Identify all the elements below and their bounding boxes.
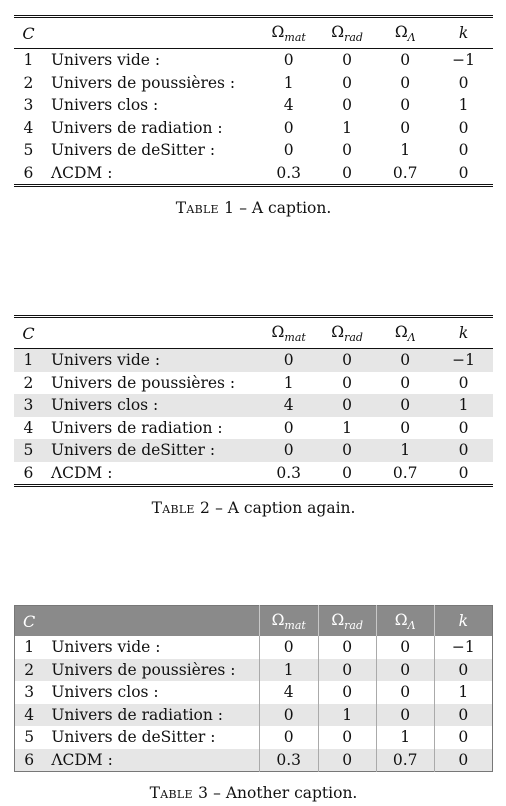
row-number: 4 — [23, 418, 34, 437]
row-universe-name: Univers clos : — [51, 683, 159, 702]
row-number: 6 — [15, 749, 44, 772]
row-number: 3 — [14, 394, 43, 417]
row-number: 5 — [23, 141, 34, 160]
results-table — [14, 605, 493, 772]
table-row — [14, 417, 493, 440]
row-universe-name: Univers de radiation : — [43, 704, 259, 727]
table-row — [15, 704, 493, 727]
omega-symbol: Ω — [331, 322, 345, 341]
row-omega-rad: 0 — [342, 141, 353, 160]
row-omega-mat: 0.3 — [259, 749, 318, 772]
row-omega-lambda: 0 — [400, 418, 411, 437]
row-k: 0 — [434, 704, 492, 727]
table-row — [14, 372, 493, 395]
row-omega-lambda: 0.7 — [376, 749, 434, 772]
row-omega-rad: 0 — [342, 463, 353, 482]
row-universe-name: Univers clos : — [50, 96, 159, 115]
row-universe-name: Univers de deSitter : — [51, 728, 216, 747]
row-omega-lambda: 1 — [376, 439, 434, 462]
row-k: 1 — [458, 96, 469, 115]
header-config-symbol — [14, 17, 43, 49]
omega-symbol: Ω — [394, 322, 408, 341]
header-empty-cell — [43, 317, 259, 349]
row-number: 5 — [14, 439, 43, 462]
row-omega-rad: 0 — [318, 659, 376, 682]
row-universe-name: Univers vide : — [51, 638, 161, 657]
row-k: 0 — [458, 73, 469, 92]
row-omega-lambda: 0.7 — [392, 163, 418, 182]
row-omega-rad: 1 — [342, 118, 353, 137]
row-omega-mat: 0.3 — [276, 163, 301, 182]
header-config-text: C — [22, 23, 35, 43]
row-k: 0 — [434, 726, 492, 749]
header-omega-lambda — [376, 317, 434, 349]
row-omega-rad: 0 — [318, 749, 376, 772]
row-omega-rad: 0 — [318, 726, 376, 749]
caption-label: Table 2 — [151, 499, 211, 517]
row-omega-mat: 0 — [259, 439, 317, 462]
row-omega-rad: 0 — [342, 96, 353, 115]
header-config-text: C — [22, 323, 35, 343]
header-k — [434, 317, 493, 349]
header-omega-lambda — [376, 17, 434, 49]
omega-symbol: Ω — [271, 610, 285, 629]
row-omega-mat: 1 — [283, 373, 294, 392]
table-row — [15, 681, 493, 704]
row-omega-lambda: 0 — [400, 373, 411, 392]
row-omega-mat: 4 — [259, 394, 317, 417]
row-universe-name: Univers clos : — [43, 394, 259, 417]
row-omega-rad: 0 — [318, 439, 376, 462]
row-omega-mat: 0.3 — [276, 463, 301, 482]
row-number: 2 — [23, 373, 34, 392]
row-omega-rad: 0 — [342, 73, 353, 92]
table-row — [15, 726, 493, 749]
table-row — [14, 139, 493, 162]
table-2-block — [14, 315, 493, 517]
table-row — [14, 162, 493, 186]
row-omega-mat: 0 — [283, 51, 294, 70]
row-universe-name: Univers de radiation : — [50, 418, 223, 437]
row-k: 0 — [434, 659, 492, 682]
row-universe-name: Univers de poussières : — [43, 659, 259, 682]
caption-text: – Another caption. — [213, 784, 358, 802]
table-3-block — [14, 605, 493, 802]
row-omega-lambda: 0 — [376, 636, 434, 659]
header-omega-rad — [318, 606, 376, 637]
header-config-symbol — [14, 317, 43, 349]
row-omega-lambda: 1 — [400, 141, 411, 160]
row-number: 4 — [15, 704, 44, 727]
row-omega-rad: 0 — [318, 636, 376, 659]
row-omega-lambda: 0 — [376, 394, 434, 417]
header-k — [434, 17, 493, 49]
row-k: 0 — [434, 439, 493, 462]
header-omega-mat — [259, 317, 317, 349]
header-k-text: k — [458, 24, 469, 42]
table-row — [14, 394, 493, 417]
caption-label: Table 1 — [175, 199, 235, 217]
results-table — [14, 15, 493, 187]
row-k: 1 — [434, 394, 493, 417]
row-universe-name: ΛCDM : — [50, 463, 113, 482]
header-omega-rad — [318, 17, 376, 49]
row-k: 0 — [458, 463, 469, 482]
row-omega-mat: 4 — [259, 681, 318, 704]
row-universe-name: Univers de radiation : — [50, 118, 223, 137]
omega-subscript: mat — [284, 618, 306, 632]
table-row — [15, 749, 493, 772]
row-omega-rad: 1 — [318, 704, 376, 727]
omega-subscript: mat — [284, 30, 306, 44]
row-omega-mat: 0 — [283, 118, 294, 137]
row-universe-name: Univers de poussières : — [50, 373, 236, 392]
row-universe-name: Univers de deSitter : — [43, 439, 259, 462]
omega-symbol: Ω — [271, 322, 285, 341]
row-omega-lambda: 0 — [376, 704, 434, 727]
row-omega-mat: 0 — [259, 636, 318, 659]
row-k: 0 — [458, 373, 469, 392]
table-caption — [14, 784, 493, 802]
omega-subscript: Λ — [407, 618, 416, 632]
table-header-row — [15, 606, 493, 637]
row-omega-mat: 0 — [283, 418, 294, 437]
row-k: 0 — [458, 163, 469, 182]
table-row — [14, 349, 493, 372]
row-universe-name: ΛCDM : — [43, 749, 259, 772]
row-number: 1 — [24, 638, 35, 657]
row-universe-name: Univers vide : — [43, 349, 259, 372]
row-number: 2 — [23, 73, 34, 92]
row-universe-name: ΛCDM : — [50, 163, 113, 182]
row-omega-rad: 0 — [318, 394, 376, 417]
omega-subscript: mat — [284, 330, 306, 344]
omega-symbol: Ω — [394, 610, 408, 629]
row-k: 0 — [434, 749, 492, 772]
header-omega-mat — [259, 606, 318, 637]
table-caption — [14, 199, 493, 217]
row-omega-mat: 1 — [259, 659, 318, 682]
row-omega-rad: 0 — [318, 349, 376, 372]
row-number: 3 — [24, 683, 35, 702]
omega-symbol: Ω — [331, 22, 345, 41]
row-omega-rad: 0 — [342, 51, 353, 70]
header-k-text: k — [458, 612, 468, 630]
header-omega-mat — [259, 17, 317, 49]
row-omega-lambda: 0 — [400, 73, 411, 92]
row-number: 6 — [23, 163, 34, 182]
table-1-block — [14, 15, 493, 217]
omega-symbol: Ω — [394, 22, 408, 41]
table-caption — [14, 499, 493, 517]
table-row — [14, 462, 493, 486]
row-omega-rad: 0 — [318, 681, 376, 704]
header-k-text: k — [458, 324, 469, 342]
table-header-row — [14, 317, 493, 349]
row-omega-mat: 1 — [283, 73, 294, 92]
row-k: −1 — [434, 349, 493, 372]
row-omega-mat: 0 — [259, 726, 318, 749]
caption-label: Table 3 — [149, 784, 209, 802]
table-row — [15, 636, 493, 659]
header-k — [434, 606, 492, 637]
row-omega-mat: 0 — [283, 141, 294, 160]
row-k: 0 — [458, 141, 469, 160]
table-row — [14, 49, 493, 72]
row-omega-rad: 0 — [342, 373, 353, 392]
row-omega-mat: 0 — [259, 349, 317, 372]
table-row — [15, 659, 493, 682]
header-omega-lambda — [376, 606, 434, 637]
table-header-row — [14, 17, 493, 49]
omega-symbol: Ω — [331, 610, 345, 629]
header-config-text: C — [23, 611, 36, 631]
header-config-symbol — [15, 606, 44, 637]
row-omega-lambda: 0 — [400, 96, 411, 115]
row-omega-lambda: 0 — [400, 51, 411, 70]
row-omega-mat: 0 — [259, 704, 318, 727]
row-k: 1 — [434, 681, 492, 704]
row-omega-lambda: 0 — [400, 118, 411, 137]
caption-text: – A caption. — [239, 199, 332, 217]
table-row — [14, 72, 493, 95]
row-number: 6 — [23, 463, 34, 482]
header-empty-cell — [43, 17, 259, 49]
omega-subscript: Λ — [407, 30, 416, 44]
row-omega-rad: 1 — [342, 418, 353, 437]
row-omega-lambda: 0 — [376, 681, 434, 704]
omega-subscript: rad — [344, 330, 363, 344]
row-omega-lambda: 1 — [376, 726, 434, 749]
table-row — [14, 439, 493, 462]
row-universe-name: Univers de deSitter : — [50, 141, 216, 160]
table-row — [14, 94, 493, 117]
row-omega-mat: 4 — [283, 96, 294, 115]
caption-text: – A caption again. — [215, 499, 356, 517]
row-universe-name: Univers de poussières : — [50, 73, 236, 92]
row-number: 1 — [14, 349, 43, 372]
row-k: −1 — [434, 636, 492, 659]
header-omega-rad — [318, 317, 376, 349]
row-omega-lambda: 0 — [376, 659, 434, 682]
row-number: 2 — [15, 659, 44, 682]
results-table — [14, 315, 493, 487]
table-row — [14, 117, 493, 140]
row-k: 0 — [458, 418, 469, 437]
row-omega-lambda: 0.7 — [392, 463, 418, 482]
row-k: −1 — [452, 51, 476, 70]
row-number: 1 — [23, 51, 34, 70]
row-k: 0 — [458, 118, 469, 137]
omega-subscript: rad — [344, 30, 363, 44]
omega-subscript: Λ — [407, 330, 416, 344]
row-number: 5 — [24, 728, 35, 747]
row-omega-lambda: 0 — [376, 349, 434, 372]
omega-symbol: Ω — [271, 22, 285, 41]
row-number: 3 — [23, 96, 34, 115]
row-universe-name: Univers vide : — [50, 51, 161, 70]
row-omega-rad: 0 — [342, 163, 353, 182]
omega-subscript: rad — [344, 618, 364, 632]
row-number: 4 — [23, 118, 34, 137]
header-empty-cell — [43, 606, 259, 637]
